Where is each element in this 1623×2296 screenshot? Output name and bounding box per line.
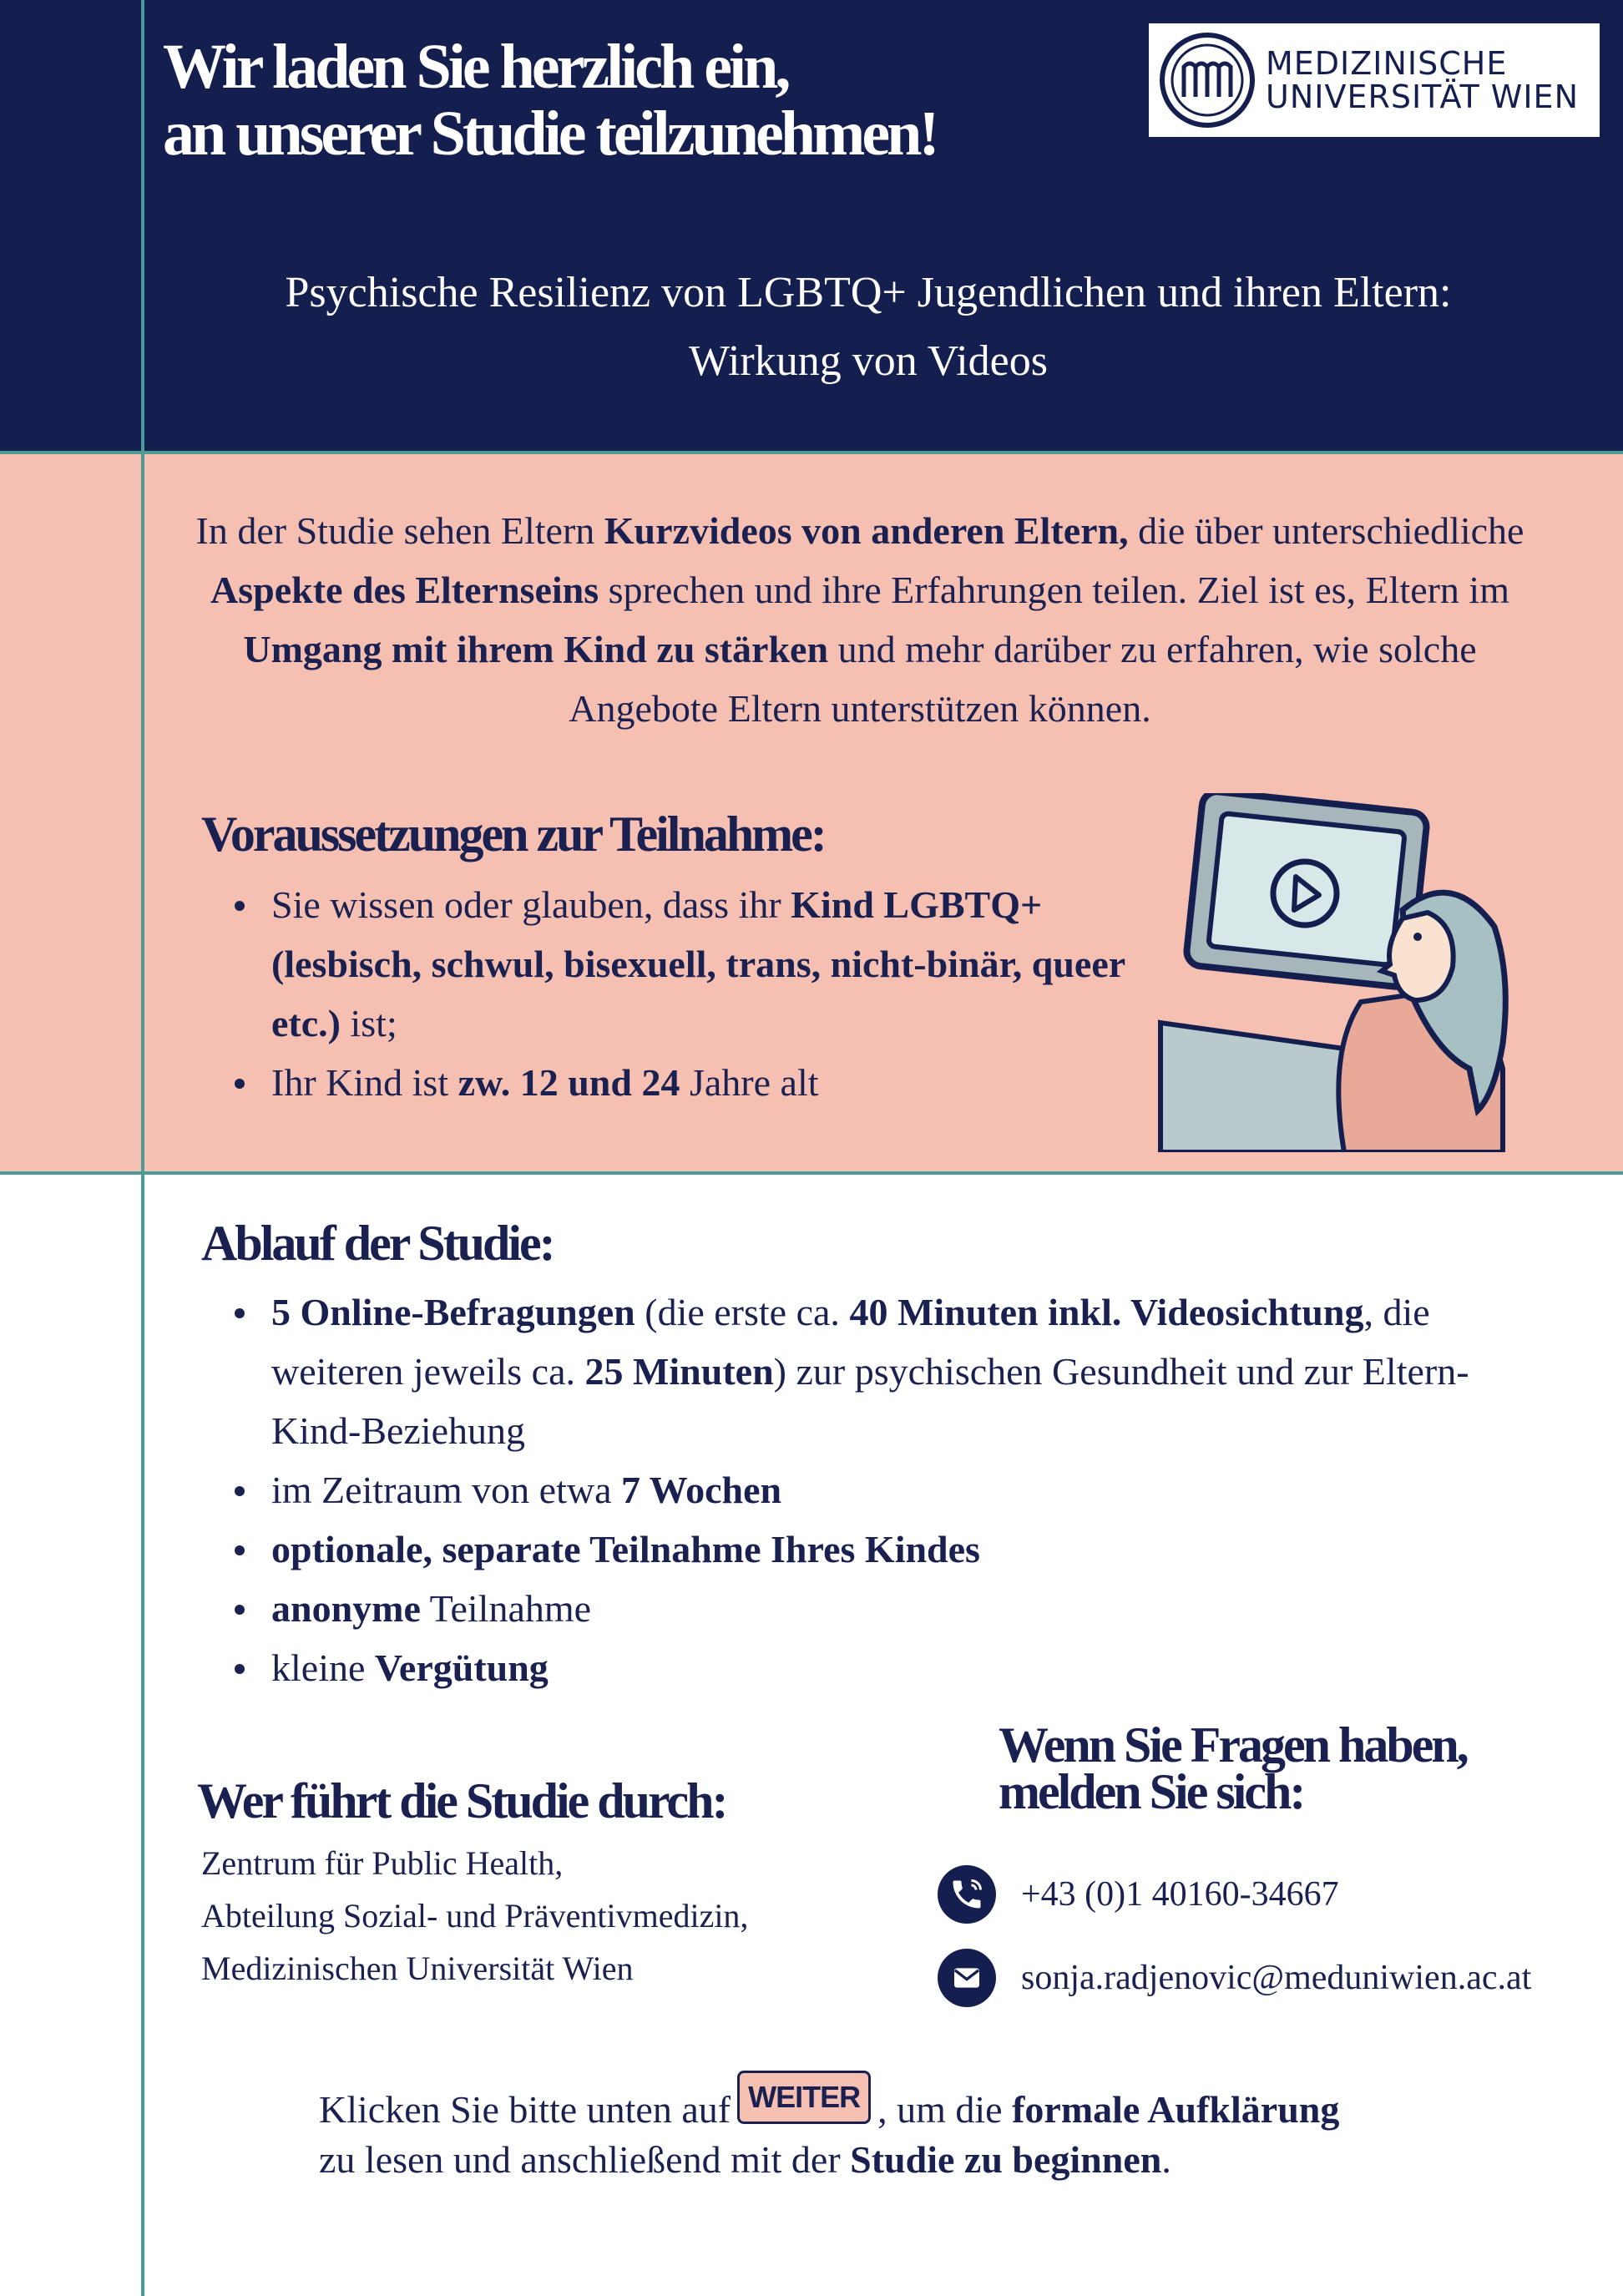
item-bold: 25 Minuten <box>584 1350 774 1393</box>
contact-title-line-2: melden Sie sich: <box>999 1764 1304 1819</box>
cta-text: zu lesen und anschließend mit der <box>319 2138 851 2181</box>
item-bold: 5 Online-Befragungen <box>271 1291 635 1333</box>
intro-text: die über unterschiedliche <box>1128 509 1524 552</box>
contact-title-line-1: Wenn Sie Fragen haben, <box>999 1717 1467 1773</box>
list-item <box>201 1053 1136 1112</box>
logo-line-2: UNIVERSITÄT WIEN <box>1266 78 1579 115</box>
contact-phone-row <box>938 1865 1339 1924</box>
subtitle-line-1: Psychische Resilienz von LGBTQ+ Jugendlichen und ihren Eltern: <box>285 269 1452 316</box>
item-text: ist; <box>340 1002 397 1044</box>
weiter-button: WEITER <box>737 2071 871 2124</box>
item-text: Jahre alt <box>680 1061 819 1104</box>
intro-bold: Aspekte des Elternseins <box>210 569 599 611</box>
cta-bold: Studie zu beginnen <box>850 2138 1162 2181</box>
institution-address <box>201 1837 911 1995</box>
item-bold: 7 Wochen <box>621 1469 782 1511</box>
requirements-list <box>201 875 1136 1112</box>
item-text: ) zur psychischen Gesundheit und zur Eltern-Kind-Beziehung <box>271 1350 1469 1452</box>
intro-text: und mehr darüber zu erfahren, wie solche Angebote Eltern unterstützen können. <box>569 628 1477 730</box>
logo-text <box>1266 47 1579 114</box>
item-text: Ihr Kind ist <box>271 1061 458 1104</box>
item-text: kleine <box>271 1646 375 1689</box>
intro-text: sprechen und ihre Erfahrungen teilen. Ziel ist es, Eltern im <box>599 569 1509 611</box>
requirements-title: Voraussetzungen zur Teilnahme: <box>201 807 825 862</box>
list-item <box>201 1638 1554 1697</box>
item-text: Sie wissen oder glauben, dass ihr <box>271 883 791 926</box>
logo-line-1: MEDIZINISCHE <box>1266 45 1508 82</box>
address-line-1: Zentrum für Public Health, <box>201 1844 564 1882</box>
cta-bold: formale Aufklärung <box>1012 2088 1340 2131</box>
item-text: , die weiteren jeweils ca. <box>271 1291 1430 1393</box>
who-title: Wer führt die Studie durch: <box>197 1773 726 1828</box>
intro-bold: Umgang mit ihrem Kind zu stärken <box>243 628 829 670</box>
headline <box>163 33 1039 167</box>
item-bold: zw. 12 und 24 <box>458 1061 680 1104</box>
contact-email-row <box>938 1949 1531 2007</box>
address-line-3: Medizinischen Universität Wien <box>201 1950 634 1987</box>
subtitle-line-2: Wirkung von Videos <box>688 337 1048 385</box>
headline-line-2: an unserer Studie teilzunehmen! <box>163 99 937 169</box>
cta-text: . <box>1161 2138 1171 2181</box>
procedure-list <box>201 1282 1554 1697</box>
item-bold: optionale, separate Teilnahme Ihres Kindes <box>271 1528 980 1570</box>
study-subtitle <box>159 259 1578 396</box>
call-to-action <box>319 2071 1571 2185</box>
intro-bold: Kurzvideos von anderen Eltern, <box>604 509 1129 552</box>
intro-text: In der Studie sehen Eltern <box>195 509 604 552</box>
university-seal-icon <box>1159 32 1256 129</box>
item-bold: anonyme <box>271 1587 421 1630</box>
cta-text: , um die <box>877 2088 1013 2131</box>
vertical-divider <box>141 0 144 2296</box>
intro-paragraph <box>184 501 1536 738</box>
item-bold: 40 Minuten inkl. Videosichtung <box>849 1291 1364 1333</box>
item-text: im Zeitraum von etwa <box>271 1469 621 1511</box>
phone-link[interactable]: +43 (0)1 40160-34667 <box>1021 1875 1339 1914</box>
list-item <box>201 875 1136 1053</box>
item-text: (die erste ca. <box>635 1291 850 1333</box>
procedure-title: Ablauf der Studie: <box>201 1216 554 1271</box>
mail-icon <box>938 1949 996 2007</box>
video-watching-illustration <box>1152 793 1519 1152</box>
item-text: Teilnahme <box>420 1587 592 1630</box>
list-item <box>201 1520 1554 1579</box>
email-link[interactable]: sonja.radjenovic@meduniwien.ac.at <box>1021 1959 1532 1997</box>
list-item <box>201 1579 1554 1638</box>
item-bold: Vergütung <box>374 1646 549 1689</box>
list-item <box>201 1460 1554 1520</box>
cta-text: Klicken Sie bitte unten auf <box>319 2088 731 2131</box>
list-item <box>201 1282 1554 1460</box>
university-logo <box>1149 23 1600 137</box>
contact-title <box>999 1717 1583 1819</box>
phone-icon <box>938 1865 996 1924</box>
headline-line-1: Wir laden Sie herzlich ein, <box>163 32 788 102</box>
address-line-2: Abteilung Sozial- und Präventivmedizin, <box>201 1897 749 1934</box>
item-bold: Kind LGBTQ+ (lesbisch, schwul, bisexuell, trans, nicht-binär, queer etc.) <box>271 883 1125 1044</box>
